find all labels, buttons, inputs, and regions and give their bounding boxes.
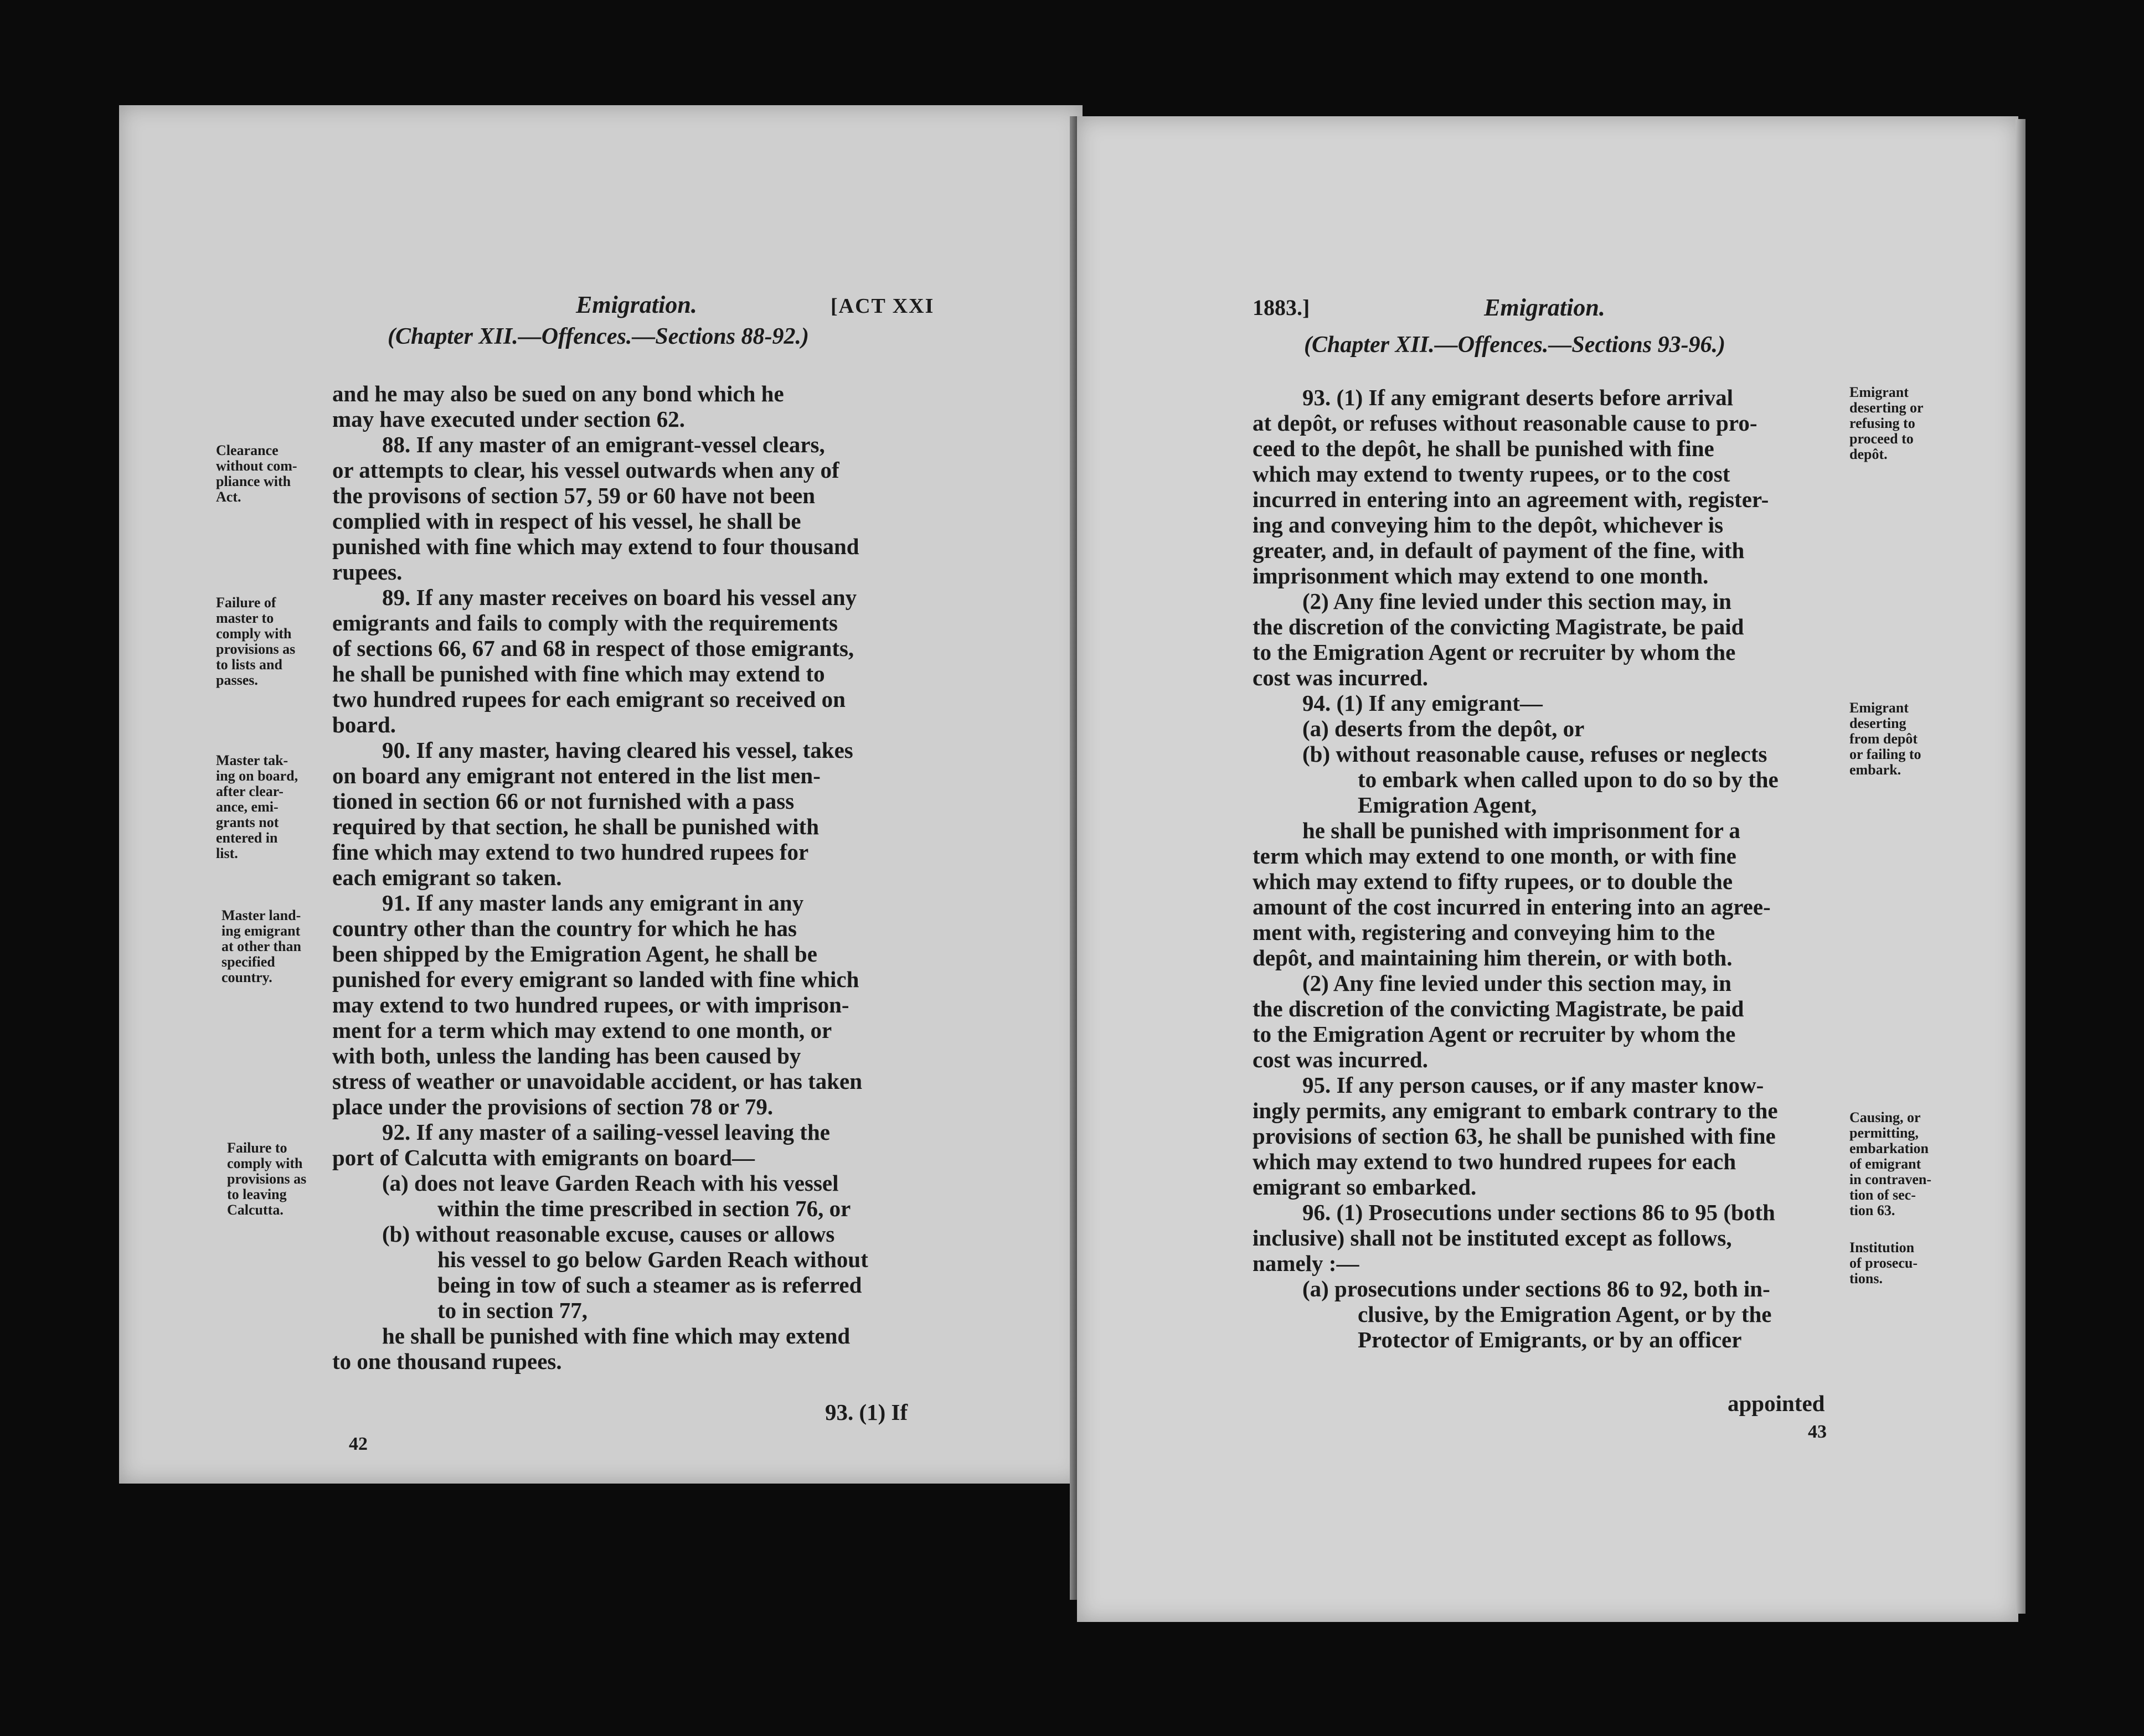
page-number: 43	[1808, 1422, 1827, 1442]
left-chapter-heading: (Chapter XII.—Offences.—Sections 88-92.)	[388, 324, 810, 349]
text-line: incurred in entering into an agreement with, register-	[1253, 487, 1769, 512]
text-line: with both, unless the landing has been caused by	[332, 1043, 801, 1068]
text-line: 95. If any person causes, or if any master know-	[1302, 1072, 1764, 1098]
text-line: to the Emigration Agent or recruiter by whom the	[1253, 639, 1736, 665]
margin-note: Emigrant deserting or refusing to proceed to depôt.	[1849, 384, 1924, 462]
left-catchword: 93. (1) If	[825, 1399, 908, 1425]
text-line: 91. If any master lands any emigrant in any	[382, 890, 804, 916]
text-line: and he may also be sued on any bond which he	[332, 381, 784, 406]
text-line: 94. (1) If any emigrant—	[1302, 690, 1543, 716]
text-line: within the time prescribed in section 76, or	[437, 1196, 851, 1221]
text-line: 92. If any master of a sailing-vessel leaving the	[382, 1119, 830, 1145]
text-line: cost was incurred.	[1253, 665, 1428, 690]
text-line: or attempts to clear, his vessel outwards when any of	[332, 457, 839, 483]
text-line: namely :—	[1253, 1251, 1359, 1276]
text-line: emigrant so embarked.	[1253, 1174, 1477, 1200]
page-number: 42	[349, 1434, 368, 1454]
margin-note: Failure to comply with provisions as to leaving Calcutta.	[227, 1140, 307, 1218]
text-line: may have executed under section 62.	[332, 406, 685, 432]
page-edge	[2016, 119, 2026, 1614]
text-line: he shall be punished with imprisonment for a	[1302, 818, 1740, 843]
act-label: [ACT XXI	[831, 294, 935, 318]
text-line: place under the provisions of section 78 or 79.	[332, 1094, 774, 1119]
margin-note: Causing, or permitting, embarkation of emigrant in contraven- tion of sec- tion 63.	[1849, 1109, 1932, 1218]
text-line: on board any emigrant not entered in the list men-	[332, 763, 821, 788]
text-line: which may extend to fifty rupees, or to double the	[1253, 869, 1733, 894]
text-line: (a) prosecutions under sections 86 to 92, both in-	[1302, 1276, 1770, 1301]
text-line: being in tow of such a steamer as is referred	[437, 1272, 862, 1298]
text-line: clusive, by the Emigration Agent, or by the	[1358, 1301, 1772, 1327]
text-line: port of Calcutta with emigrants on board—	[332, 1145, 755, 1170]
text-line: cost was incurred.	[1253, 1047, 1428, 1072]
margin-note: Failure of master to comply with provisions as to lists and passes.	[216, 595, 296, 688]
text-line: may extend to two hundred rupees, or with imprison-	[332, 992, 849, 1017]
text-line: been shipped by the Emigration Agent, he shall be	[332, 941, 817, 967]
text-line: the discretion of the convicting Magistrate, be paid	[1253, 614, 1744, 639]
text-line: he shall be punished with fine which may extend to	[332, 661, 825, 686]
text-line: Emigration Agent,	[1358, 792, 1537, 818]
right-body-text	[1253, 385, 1779, 1352]
text-line: complied with in respect of his vessel, he shall be	[332, 508, 801, 534]
text-line: term which may extend to one month, or with fine	[1253, 843, 1736, 869]
text-line: ment with, registering and conveying him to the	[1253, 919, 1715, 945]
text-line: he shall be punished with fine which may extend	[382, 1323, 851, 1348]
text-line: greater, and, in default of payment of the fine, with	[1253, 538, 1745, 563]
text-line: rupees.	[332, 559, 403, 585]
text-line: stress of weather or unavoidable accident, or has taken	[332, 1068, 863, 1094]
text-line: to the Emigration Agent or recruiter by whom the	[1253, 1021, 1736, 1047]
text-line: depôt, and maintaining him therein, or with both.	[1253, 945, 1733, 970]
text-line: emigrants and fails to comply with the requirements	[332, 610, 838, 636]
text-line: (b) without reasonable excuse, causes or allows	[382, 1221, 835, 1247]
text-line: (a) deserts from the depôt, or	[1302, 716, 1585, 741]
text-line: ment for a term which may extend to one month, or	[332, 1017, 832, 1043]
text-line: board.	[332, 712, 396, 737]
text-line: to one thousand rupees.	[332, 1348, 562, 1374]
text-line: fine which may extend to two hundred rupees for	[332, 839, 809, 865]
text-line: the provisons of section 57, 59 or 60 have not been	[332, 483, 816, 508]
margin-note: Master tak- ing on board, after clear- ance, emi- grants not entered in list.	[216, 752, 298, 861]
text-line: ing and conveying him to the depôt, whichever is	[1253, 512, 1724, 538]
text-line: Protector of Emigrants, or by an officer	[1358, 1327, 1742, 1352]
text-line: amount of the cost incurred in entering into an agree-	[1253, 894, 1771, 919]
text-line: 96. (1) Prosecutions under sections 86 to 95 (both	[1302, 1200, 1775, 1225]
text-line: ceed to the depôt, he shall be punished with fine	[1253, 436, 1714, 461]
text-line: 90. If any master, having cleared his vessel, takes	[382, 737, 853, 763]
text-line: (b) without reasonable cause, refuses or neglects	[1302, 741, 1767, 767]
text-line: punished for every emigrant so landed with fine which	[332, 967, 859, 992]
right-chapter-heading: (Chapter XII.—Offences.—Sections 93-96.)	[1304, 332, 1726, 358]
text-line: ingly permits, any emigrant to embark contrary to the	[1253, 1098, 1778, 1123]
text-line: country other than the country for which he has	[332, 916, 797, 941]
text-line: the discretion of the convicting Magistrate, be paid	[1253, 996, 1744, 1021]
text-line: 93. (1) If any emigrant deserts before arrival	[1302, 385, 1734, 410]
right-page-title: Emigration.	[1484, 294, 1605, 321]
left-body-text	[332, 381, 868, 1374]
text-line: each emigrant so taken.	[332, 865, 562, 890]
margin-note: Emigrant deserting from depôt or failing to embark.	[1849, 700, 1921, 778]
text-line: (2) Any fine levied under this section may, in	[1302, 970, 1731, 996]
text-line: 89. If any master receives on board his vessel any	[382, 585, 857, 610]
text-line: of sections 66, 67 and 68 in respect of those emigrants,	[332, 636, 854, 661]
right-year: 1883.]	[1253, 295, 1310, 320]
text-line: at depôt, or refuses without reasonable cause to pro-	[1253, 410, 1758, 436]
margin-note: Master land- ing emigrant at other than specified country.	[221, 907, 301, 985]
text-line: punished with fine which may extend to four thousand	[332, 534, 859, 559]
text-line: inclusive) shall not be instituted except as follows,	[1253, 1225, 1732, 1251]
text-line: his vessel to go below Garden Reach without	[437, 1247, 868, 1272]
text-line: provisions of section 63, he shall be punished with fine	[1253, 1123, 1776, 1149]
text-line: imprisonment which may extend to one month.	[1253, 563, 1709, 588]
text-line: two hundred rupees for each emigrant so received on	[332, 686, 846, 712]
margin-note: Clearance without com- pliance with Act.	[216, 442, 297, 505]
left-page-title: Emigration.	[576, 291, 697, 318]
text-line: which may extend to two hundred rupees for each	[1253, 1149, 1736, 1174]
margin-note: Institution of prosecu- tions.	[1849, 1239, 1918, 1286]
text-line: tioned in section 66 or not furnished with a pass	[332, 788, 795, 814]
text-line: required by that section, he shall be punished with	[332, 814, 820, 839]
text-line: 88. If any master of an emigrant-vessel clears,	[382, 432, 825, 457]
text-line: to in section 77,	[437, 1298, 588, 1323]
text-line: (2) Any fine levied under this section may, in	[1302, 588, 1731, 614]
right-catchword: appointed	[1728, 1391, 1825, 1416]
text-line: (a) does not leave Garden Reach with his vessel	[382, 1170, 839, 1196]
text-line: to embark when called upon to do so by the	[1358, 767, 1779, 792]
text-line: which may extend to twenty rupees, or to the cost	[1253, 461, 1730, 487]
